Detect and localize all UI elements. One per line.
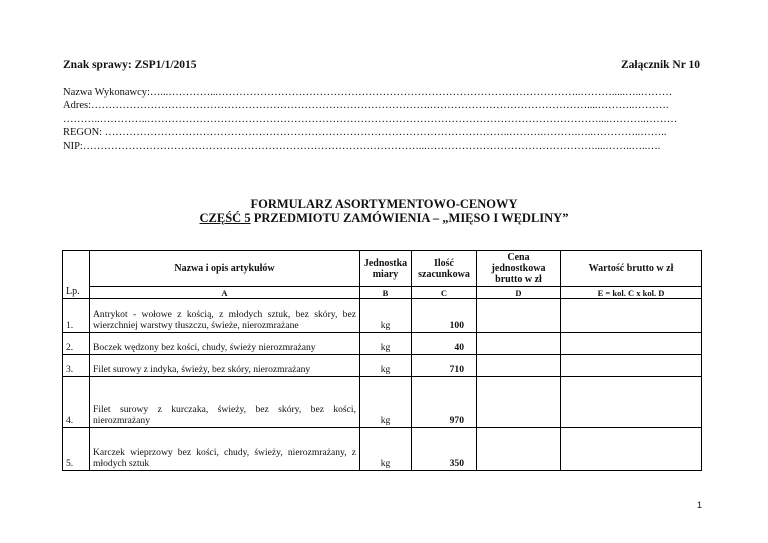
contractor-nip-field: NIP:……………………………………………………………………………………...…………………………………………....……..…..…. (63, 141, 661, 152)
col-c-label: C (412, 287, 477, 299)
product-name: Filet surowy z kurczaka, świeży, bez skóry, bez kości, nierozmrażany (90, 377, 360, 428)
col-d-label: D (477, 287, 561, 299)
form-title: FORMULARZ ASORTYMENTOWO-CENOWY (250, 197, 518, 211)
unit-header: Jednostka miary (360, 251, 412, 287)
qty-header: Ilość szacunkowa (412, 251, 477, 287)
unit-price-cell[interactable] (477, 355, 561, 377)
col-a-label: A (90, 287, 360, 299)
product-name: Filet surowy z indyka, świeży, bez skóry, nierozmrażany (90, 355, 360, 377)
table-row (63, 428, 702, 471)
unit-cell: kg (360, 299, 412, 333)
price-header: Cena jednostkowa brutto w zł (477, 251, 561, 287)
table-row (63, 333, 702, 355)
gross-value-cell[interactable] (561, 299, 702, 333)
table-row (63, 299, 702, 333)
table-row (63, 355, 702, 377)
unit-price-cell[interactable] (477, 299, 561, 333)
row-number: 4. (63, 377, 90, 428)
gross-value-cell[interactable] (561, 428, 702, 471)
contractor-address-continued-field: ………..…………..…………………………………………………………………………………………………………………....………..……… (63, 114, 678, 125)
name-header: Nazwa i opis artykułów (90, 251, 360, 287)
quantity-cell: 100 (412, 299, 477, 333)
price-table (62, 250, 702, 471)
part-description: PRZEDMIOTU ZAMÓWIENIA – „MIĘSO I WĘDLINY” (250, 211, 569, 225)
unit-cell: kg (360, 377, 412, 428)
gross-value-cell[interactable] (561, 355, 702, 377)
row-number: 1. (63, 299, 90, 333)
unit-price-cell[interactable] (477, 428, 561, 471)
unit-price-cell[interactable] (477, 377, 561, 428)
case-number: Znak sprawy: ZSP1/1/2015 (63, 59, 197, 71)
page-number: 1 (696, 500, 702, 510)
quantity-cell: 710 (412, 355, 477, 377)
gross-value-cell[interactable] (561, 333, 702, 355)
col-b-label: B (360, 287, 412, 299)
value-header: Wartość brutto w zł (561, 251, 702, 287)
form-subtitle (0, 211, 768, 226)
unit-cell: kg (360, 333, 412, 355)
col-e-label: E = kol. C x kol. D (561, 287, 702, 299)
lp-header: Lp. (63, 251, 90, 299)
row-number: 5. (63, 428, 90, 471)
unit-price-cell[interactable] (477, 333, 561, 355)
part-label: CZĘŚĆ 5 (199, 211, 251, 225)
product-name: Antrykot - wołowe z kością, z młodych sztuk, bez skóry, bez wierzchniej warstwy tłuszczu, świeże, nierozmrażane (90, 299, 360, 333)
contractor-name-field: Nazwa Wykonawcy:…...…………...…………………………………………………………………………………………..……….....…..……… (63, 87, 673, 98)
unit-cell: kg (360, 355, 412, 377)
quantity-cell: 970 (412, 377, 477, 428)
row-number: 2. (63, 333, 90, 355)
gross-value-cell[interactable] (561, 377, 702, 428)
product-name: Boczek wędzony bez kości, chudy, świeży nierozmrażany (90, 333, 360, 355)
contractor-address-field: Adres:…………………………………………………………………………………….………………………………………....………..………. (63, 100, 669, 111)
row-number: 3. (63, 355, 90, 377)
attachment-label: Załącznik Nr 10 (620, 59, 700, 71)
table-row (63, 377, 702, 428)
quantity-cell: 350 (412, 428, 477, 471)
unit-cell: kg (360, 428, 412, 471)
contractor-regon-field: REGON: ……………………………………………………………………………………………………..……….……….…..…………..…….. (63, 127, 667, 138)
product-name: Karczek wieprzowy bez kości, chudy, świeży, nierozmrażany, z młodych sztuk (90, 428, 360, 471)
quantity-cell: 40 (412, 333, 477, 355)
